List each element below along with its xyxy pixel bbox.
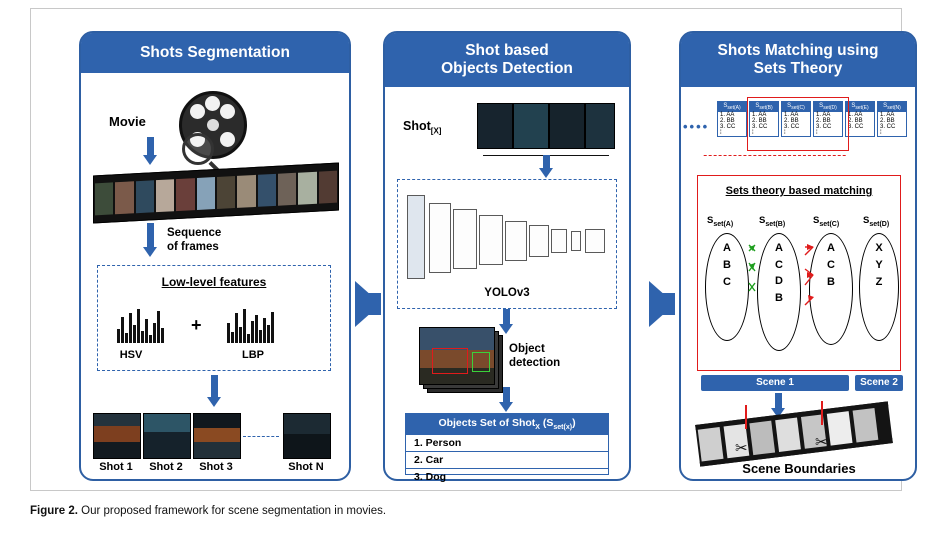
lbp-histogram-icon (227, 309, 274, 343)
cnn-layer-4 (505, 221, 527, 261)
panel-detection-title-line2: Objects Detection (441, 60, 573, 77)
set-b-item-1: C (775, 258, 783, 271)
cnn-layer-2 (453, 209, 477, 269)
shot-stack-frame-4 (585, 103, 615, 149)
objects-set-header-sub: X (535, 424, 540, 432)
shot-label-3: Shot 3 (199, 461, 233, 473)
shot-set-col1-row1: 2. BB (752, 118, 767, 125)
shot-thumbnail-2 (143, 413, 191, 459)
arrow-detection-to-matching (649, 281, 675, 327)
shot-set-col3-row3: ⁞ (816, 130, 818, 137)
cnn-layer-input (407, 195, 425, 279)
set-b-label: $S_{set(B)}$ (759, 215, 786, 228)
shot-set-col0-row0: 1. AA (720, 112, 735, 119)
magnifier-icon (182, 133, 214, 165)
shot-x-subscript: [X] (430, 126, 442, 136)
shot-set-col1-row0: 1. AA (752, 112, 767, 119)
set-a-ellipse (705, 233, 749, 341)
shot-set-col5-row1: 2. BB (880, 118, 895, 125)
sequence-of-frames-label-line2: of frames (167, 241, 219, 253)
shot-set-col5-header: $S_{set(N)}$ (878, 102, 906, 112)
set-b-item-3: B (775, 291, 783, 304)
cut-line-2 (821, 401, 823, 425)
shot-set-col4-row0: 1. AA (848, 112, 863, 119)
figure-caption-text: Our proposed framework for scene segmentation in movies. (81, 505, 387, 517)
yolov3-label: YOLOv3 (484, 287, 530, 299)
shot-set-col0-row3: ⁞ (720, 130, 722, 137)
shot-set-column-4 (845, 101, 875, 137)
objects-set-table-header (406, 414, 608, 434)
arrow-frames-to-features (143, 223, 157, 257)
shot-set-column-0 (717, 101, 747, 137)
objects-set-table (405, 413, 609, 484)
shots-ellipsis (243, 436, 279, 437)
shot-set-col4-row1: 2. BB (848, 118, 863, 125)
set-d-item-2: Z (875, 276, 883, 289)
object-detection-label-line2: detection (509, 357, 561, 369)
shot-set-col0-row1: 2. BB (720, 118, 735, 125)
set-b-item-0: A (775, 242, 783, 254)
shot-thumbnail-1 (93, 413, 141, 459)
arrow-detection-to-objectset (499, 387, 513, 411)
arrow-network-to-detection (499, 309, 513, 333)
scissors-icon-1: ✂ (735, 440, 748, 457)
shot-set-col2-row1: 2. BB (784, 118, 799, 125)
shot-table-leading-dots: •••• (683, 119, 710, 134)
plus-symbol: + (191, 315, 202, 335)
set-c-item-0: A (827, 242, 835, 254)
selected-shots-highlight (747, 97, 849, 151)
set-d-label: $S_{set(D)}$ (863, 215, 890, 228)
shot-set-col4-header: $S_{set(E)}$ (846, 102, 874, 112)
shot-set-col1-row2: 3. CC (752, 124, 768, 131)
objects-set-header-text: Objects Set of Shot (438, 417, 536, 429)
shot-set-col3-row2: 3. CC (816, 124, 832, 131)
set-c-item-2: B (827, 276, 835, 289)
object-detection-label-line1: Object (509, 343, 545, 355)
arrow-movie-to-frames (143, 137, 157, 165)
shot-stack-frame-2 (513, 103, 549, 149)
shot-set-col3-row1: 2. BB (816, 118, 831, 125)
shot-set-col1-row3: ⁞ (752, 130, 754, 137)
objects-set-header-tail: (S (542, 417, 554, 429)
set-d-item-1: Y (875, 259, 883, 272)
objects-set-row-3: 3. Dog (406, 468, 608, 485)
shot-set-col5-row0: 1. AA (880, 112, 895, 119)
set-a-item-2: C (723, 276, 731, 289)
panel-shots-segmentation-title: Shots Segmentation (81, 33, 349, 73)
detection-result-image (419, 327, 495, 385)
shot-label-1: Shot 1 (99, 461, 133, 473)
shot-x-label: Shot (403, 119, 431, 133)
arrow-shots-to-network (539, 155, 553, 177)
shot-label-2: Shot 2 (149, 461, 183, 473)
cnn-layer-7 (571, 231, 581, 251)
panel-matching-title-line1: Shots Matching using (717, 42, 879, 60)
hsv-label: HSV (119, 349, 143, 361)
set-d-item-0: X (875, 242, 883, 254)
arrow-features-to-shots (207, 375, 221, 407)
shot-set-col0-row2: 3. CC (720, 124, 736, 131)
shot-set-col3-header: $S_{set(D)}$ (814, 102, 842, 112)
cnn-layer-1 (429, 203, 451, 273)
lbp-label: LBP (242, 349, 264, 361)
shot-set-col2-row3: ⁞ (784, 130, 786, 137)
shot-set-col4-row3: ⁞ (848, 130, 850, 137)
shot-set-column-5 (877, 101, 907, 137)
shot-stack-frame-3 (549, 103, 585, 149)
panel-detection-title-line1: Shot based (465, 42, 549, 60)
shot-set-col2-row2: 3. CC (784, 124, 800, 131)
shot-set-col2-header: $S_{set(C)}$ (782, 102, 810, 112)
set-b-item-2: D (775, 275, 783, 287)
shot-set-col3-row0: 1. AA (816, 112, 831, 119)
set-a-item-0: A (723, 242, 731, 254)
sets-theory-title: Sets theory based matching (725, 185, 873, 197)
hsv-histogram-icon (117, 309, 164, 343)
set-c-item-1: C (827, 259, 835, 272)
objects-set-row-2: 2. Car (406, 451, 608, 468)
shot-label-n: Shot N (288, 461, 324, 473)
scene-2-bar: Scene 2 (855, 375, 903, 391)
shot-set-col0-header: $S_{set(A)}$ (718, 102, 746, 112)
shot-set-col5-row3: ⁞ (880, 130, 882, 137)
shot-thumbnail-n (283, 413, 331, 459)
shot-set-col1-header: $S_{set(B)}$ (750, 102, 778, 112)
objects-set-header-tail-sub: set(x) (553, 424, 573, 432)
set-b-ellipse (757, 233, 801, 351)
figure-frame (30, 8, 902, 491)
set-c-ellipse (809, 233, 853, 345)
set-c-label: $S_{set(C)}$ (813, 215, 840, 228)
shot-thumbnail-3 (193, 413, 241, 459)
scissors-icon-2: ✂ (815, 434, 828, 451)
cut-line-1 (745, 405, 747, 429)
shot-stack-frame-1 (477, 103, 513, 149)
shot-set-col5-row2: 3. CC (880, 124, 896, 131)
set-d-ellipse (859, 233, 899, 341)
cnn-layer-output (585, 229, 605, 253)
set-a-item-1: B (723, 259, 731, 272)
scene-1-bar: Scene 1 (701, 375, 849, 391)
panel-shots-matching-title (681, 33, 915, 87)
figure-caption (30, 505, 902, 517)
objects-set-row-1: 1. Person (406, 434, 608, 451)
figure-caption-label: Figure 2. (30, 505, 78, 517)
shot-set-col2-row0: 1. AA (784, 112, 799, 119)
set-a-label: $S_{set(A)}$ (707, 215, 734, 228)
cnn-layer-3 (479, 215, 503, 265)
sequence-of-frames-label-line1: Sequence (167, 227, 222, 239)
scene-boundaries-label: Scene Boundaries (742, 461, 856, 476)
cnn-layer-5 (529, 225, 549, 257)
panel-objects-detection-title (385, 33, 629, 87)
movie-label: Movie (109, 114, 146, 129)
arrow-segmentation-to-detection (355, 281, 381, 327)
cnn-layer-6 (551, 229, 567, 253)
shot-set-col4-row2: 3. CC (848, 124, 864, 131)
objects-set-header-tail-end: ) (572, 417, 576, 429)
panel-matching-title-line2: Sets Theory (753, 60, 843, 77)
low-level-features-title: Low-level features (161, 275, 267, 289)
